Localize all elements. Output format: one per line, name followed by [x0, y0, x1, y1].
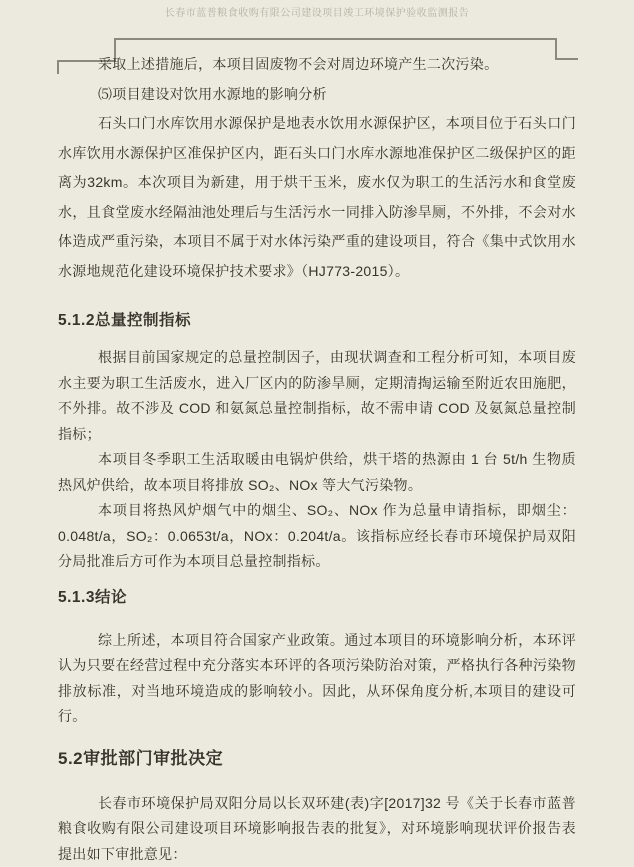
paragraph-total-control-wastewater: 根据目前国家规定的总量控制因子，由现状调查和工程分析可知，本项目废水主要为职工生活废水，进入厂区内的防渗旱厕，定期清掏运输至附近农田施肥，不外排。故不涉及 COD 和氨氮总量控制指标，故不需申请 COD 及氨氮总量控制指标； [58, 345, 576, 447]
paragraph-heating-emissions: 本项目冬季职工生活取暖由电锅炉供给，烘干塔的热源由 1 台 5t/h 生物质热风炉供给，故本项目将排放 SO₂、NOx 等大气污染物。 [58, 447, 576, 498]
section-heading-5-1-2: 5.1.2总量控制指标 [58, 312, 576, 329]
page-boundary-rule-top [114, 38, 557, 40]
paragraph-conclusion: 综上所述，本项目符合国家产业政策。通过本项目的环境影响分析，本环评认为只要在经营过程中充分落实本环评的各项污染防治对策，严格执行各种污染物排放标准，对当地环境造成的影响较小。因此，从环保角度分析,本项目的建设可行。 [58, 628, 576, 730]
running-header: 长春市蓝普粮食收购有限公司建设项目竣工环境保护验收监测报告 [0, 4, 634, 19]
section-heading-5-2: 5.2审批部门审批决定 [58, 749, 576, 769]
paragraph-emission-quota-values: 本项目将热风炉烟气中的烟尘、SO₂、NOx 作为总量申请指标，即烟尘：0.048t/a，SO₂：0.0653t/a，NOx：0.204t/a。该指标应经长春市环境保护局双阳分局批准后方可作为本项目总量控制指标。 [58, 498, 576, 575]
section-heading-5-1-3: 5.1.3结论 [58, 589, 576, 606]
paragraph-approval-decision: 长春市环境保护局双阳分局以长双环建(表)字[2017]32 号《关于长春市蓝普粮食收购有限公司建设项目环境影响报告表的批复》，对环境影响现状评价报告表提出如下审批意见： [58, 791, 576, 867]
paragraph-water-source-protection: 石头口门水库饮用水源保护是地表水饮用水源保护区，本项目位于石头口门水库饮用水源保护区准保护区内，距石头口门水库水源地准保护区二级保护区的距离为32km。本次项目为新建，用于烘干玉米，废水仅为职工的生活污水和食堂废水，且食堂废水经隔油池处理后与生活污水一同排入防渗旱厕，不外排，不会对水体造成严重污染，本项目不属于对水体污染严重的建设项目，符合《集中式饮用水水源地规范化建设环境保护技术要求》（HJ773-2015）。 [58, 109, 576, 286]
document-body [58, 50, 576, 867]
paragraph-drinking-water-analysis-title: ⑸项目建设对饮用水源地的影响分析 [58, 80, 576, 110]
paragraph-solid-waste-conclusion: 采取上述措施后，本项目固废物不会对周边环境产生二次污染。 [58, 50, 576, 80]
